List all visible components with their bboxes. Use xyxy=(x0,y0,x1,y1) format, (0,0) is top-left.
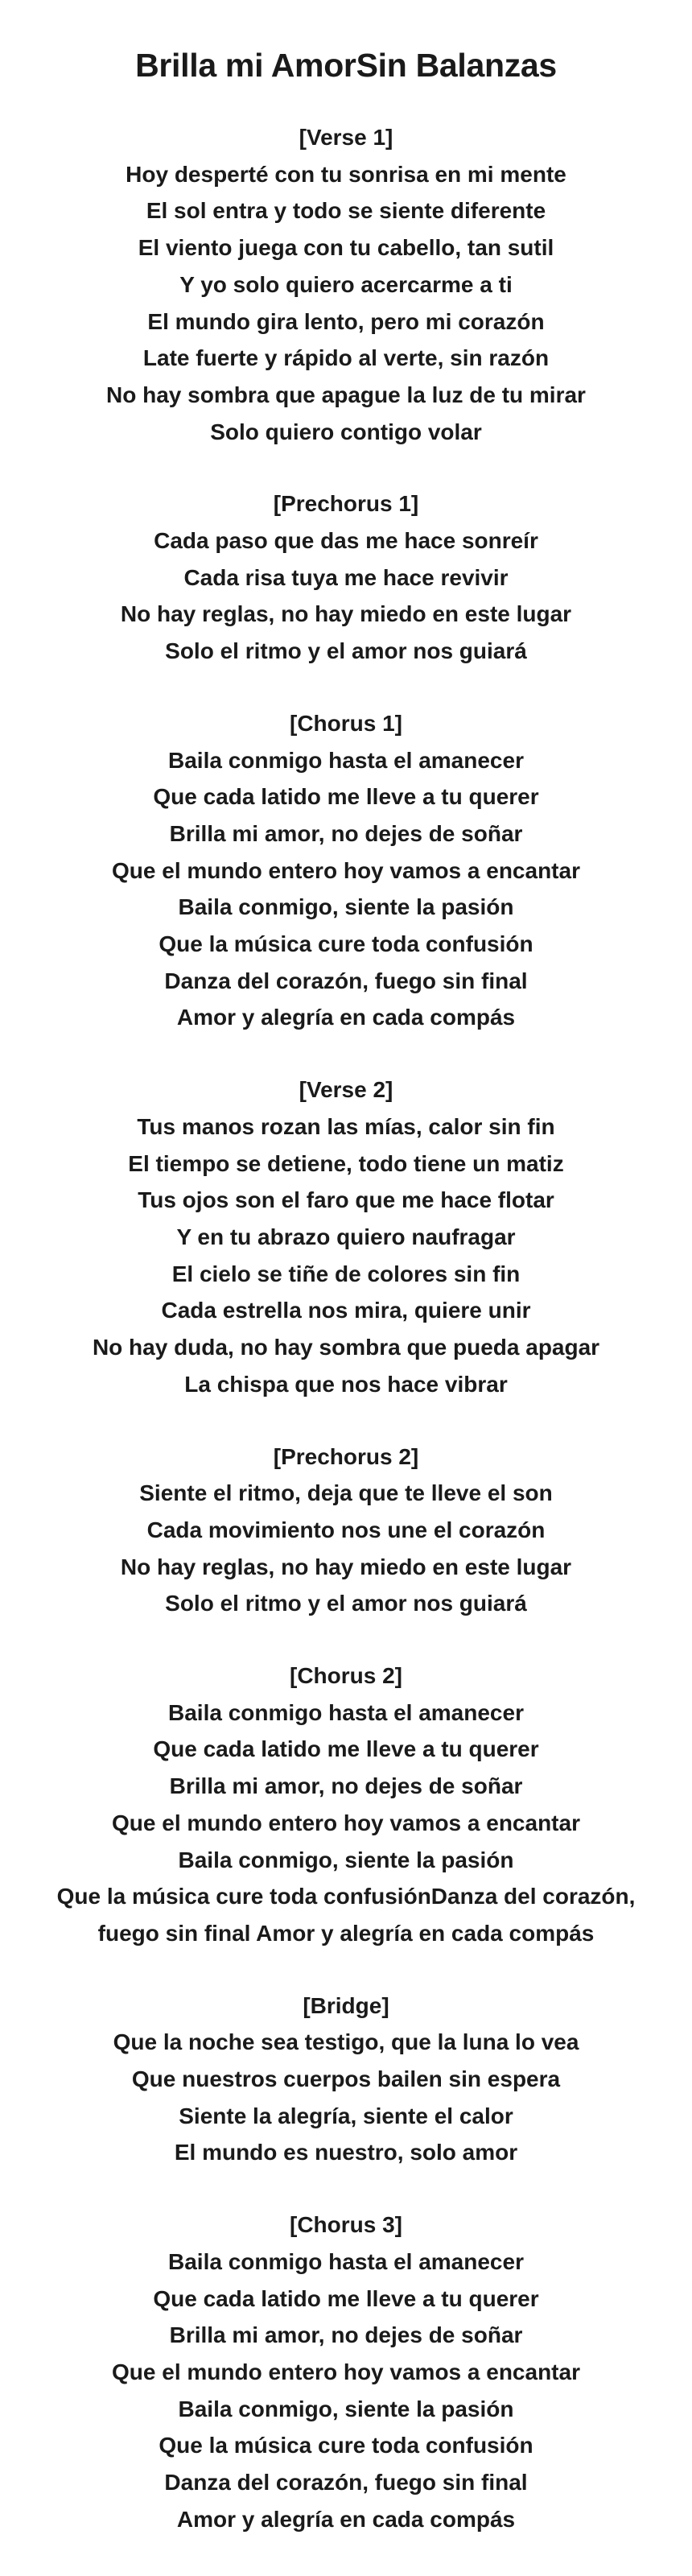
lyrics-section xyxy=(0,705,692,1036)
section-label: [Prechorus 2] xyxy=(273,1443,419,1469)
lyric-line: Siente la alegría, siente el calor xyxy=(179,2103,513,2128)
section-label: [Verse 1] xyxy=(299,125,393,150)
lyric-line: No hay duda, no hay sombra que pueda apagar xyxy=(92,1335,600,1360)
lyric-line: Que cada latido me lleve a tu querer xyxy=(153,784,539,810)
lyric-line: Que la música cure toda confusión xyxy=(159,931,533,957)
lyric-line: El cielo se tiñe de colores sin fin xyxy=(171,1261,521,1286)
lyric-line: No hay reglas, no hay miedo en este lugar xyxy=(120,601,572,627)
lyric-line: La chispa que nos hace vibrar xyxy=(184,1371,508,1397)
lyric-line: Solo el ritmo y el amor nos guiará xyxy=(165,1591,527,1616)
lyric-line: Brilla mi amor, no dejes de soñar xyxy=(169,1773,523,1799)
lyrics-section xyxy=(0,1071,692,1402)
lyric-line: Que cada latido me lleve a tu querer xyxy=(153,1736,539,1762)
lyric-line: fuego sin final Amor y alegría en cada compás xyxy=(97,1920,595,1946)
lyric-line: El viento juega con tu cabello, tan sutil xyxy=(138,235,554,261)
lyrics-section xyxy=(0,485,692,670)
lyric-line: Cada movimiento nos une el corazón xyxy=(146,1517,546,1542)
lyric-line: Que la música cure toda confusión xyxy=(159,2433,533,2458)
lyric-line: Baila conmigo hasta el amanecer xyxy=(168,747,524,773)
lyric-line: Baila conmigo, siente la pasión xyxy=(178,1847,514,1872)
lyric-line: Y en tu abrazo quiero naufragar xyxy=(176,1224,516,1249)
lyric-line: Late fuerte y rápido al verte, sin razón xyxy=(142,345,550,371)
lyric-line: Amor y alegría en cada compás xyxy=(176,1005,516,1030)
lyric-line: El sol entra y todo se siente diferente xyxy=(146,198,546,224)
section-label: [Prechorus 1] xyxy=(273,491,419,517)
lyric-line: Baila conmigo, siente la pasión xyxy=(178,894,514,920)
lyric-line: Solo el ritmo y el amor nos guiará xyxy=(165,638,527,664)
lyric-line: Baila conmigo hasta el amanecer xyxy=(168,2248,524,2274)
lyric-line: Que nuestros cuerpos bailen sin espera xyxy=(131,2066,561,2092)
lyric-line: Que el mundo entero hoy vamos a encantar xyxy=(112,857,580,883)
lyrics-section xyxy=(0,1439,692,1623)
lyric-line: Que la noche sea testigo, que la luna lo vea xyxy=(113,2029,579,2055)
lyric-line: No hay reglas, no hay miedo en este lugar xyxy=(120,1554,572,1579)
section-label: [Chorus 3] xyxy=(290,2212,402,2238)
lyrics-section xyxy=(0,1657,692,1952)
lyric-line: Hoy desperté con tu sonrisa en mi mente xyxy=(126,161,566,187)
section-label: [Verse 2] xyxy=(299,1077,393,1103)
section-label: [Chorus 1] xyxy=(290,710,402,736)
lyrics-section xyxy=(0,119,692,450)
lyric-line: Amor y alegría en cada compás xyxy=(176,2506,516,2532)
lyric-line: El mundo gira lento, pero mi corazón xyxy=(147,308,545,334)
lyric-line: Brilla mi amor, no dejes de soñar xyxy=(169,2322,523,2348)
lyric-line: No hay sombra que apague la luz de tu mirar xyxy=(106,382,586,407)
lyric-line: Que la música cure toda confusiónDanza del corazón, xyxy=(56,1884,636,1909)
song-title: Brilla mi AmorSin Balanzas xyxy=(135,47,557,84)
lyric-line: Brilla mi amor, no dejes de soñar xyxy=(169,820,523,846)
lyric-line: Cada paso que das me hace sonreír xyxy=(154,528,538,554)
lyric-line: Baila conmigo hasta el amanecer xyxy=(168,1699,524,1725)
lyric-line: Baila conmigo, siente la pasión xyxy=(178,2396,514,2421)
lyric-line: Cada estrella nos mira, quiere unir xyxy=(161,1298,531,1323)
lyrics-body xyxy=(0,119,692,2537)
lyric-line: El mundo es nuestro, solo amor xyxy=(174,2140,518,2165)
section-label: [Bridge] xyxy=(303,1992,389,2018)
lyric-line: Danza del corazón, fuego sin final xyxy=(164,2470,528,2496)
lyric-line: Que el mundo entero hoy vamos a encantar xyxy=(112,2359,580,2384)
lyric-line: Siente el ritmo, deja que te lleve el son xyxy=(139,1480,553,1506)
lyric-line: Que el mundo entero hoy vamos a encantar xyxy=(112,1810,580,1835)
lyric-line: Tus ojos son el faro que me hace flotar xyxy=(138,1187,554,1213)
lyric-line: Que cada latido me lleve a tu querer xyxy=(153,2285,539,2311)
lyric-line: Tus manos rozan las mías, calor sin fin xyxy=(137,1113,555,1139)
lyric-line: El tiempo se detiene, todo tiene un matiz xyxy=(128,1150,564,1176)
lyrics-section xyxy=(0,1988,692,2172)
lyric-line: Cada risa tuya me hace revivir xyxy=(183,564,509,590)
lyric-line: Y yo solo quiero acercarme a ti xyxy=(179,271,513,297)
lyric-line: Danza del corazón, fuego sin final xyxy=(164,968,528,993)
lyrics-section xyxy=(0,2207,692,2537)
section-label: [Chorus 2] xyxy=(290,1663,402,1689)
lyric-line: Solo quiero contigo volar xyxy=(210,419,482,444)
